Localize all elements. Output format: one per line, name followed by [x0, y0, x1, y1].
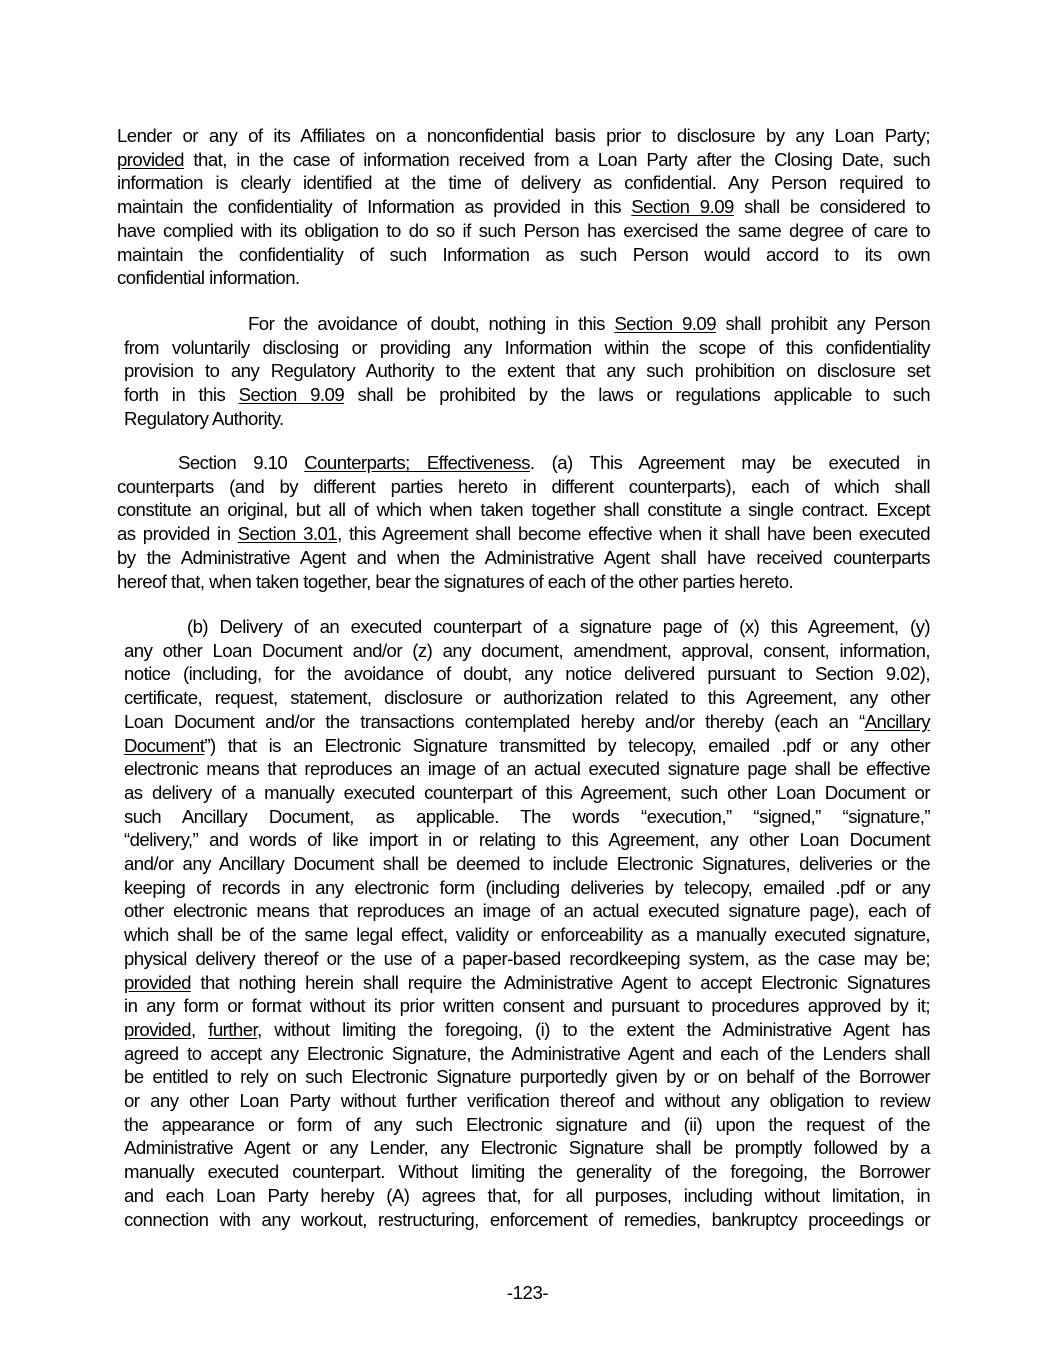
text-run: and each Loan Party hereby (A) agrees that, for all purposes, including without limitation, in — [124, 1184, 930, 1206]
text-line — [124, 1136, 930, 1160]
text-line — [124, 757, 930, 781]
text-run: Section 9.10 — [178, 452, 305, 473]
text-run: such Ancillary Document, as applicable. The words “execution,” “signed,” “signature,” — [124, 805, 930, 827]
text-line — [124, 1018, 930, 1042]
text-line — [124, 336, 930, 360]
text-run: Regulatory Authority. — [124, 407, 284, 429]
text-run: from voluntarily disclosing or providing any Information within the scope of this confidentiality — [124, 336, 930, 358]
text-run: the appearance or form of any such Electronic signature and (ii) upon the request of the — [124, 1113, 930, 1135]
text-line — [117, 124, 930, 148]
text-line — [124, 781, 930, 805]
underlined-term: Ancillary — [864, 710, 930, 732]
text-line — [124, 876, 930, 900]
underlined-term: provided — [124, 971, 191, 993]
text-run: as provided in — [117, 523, 238, 545]
text-line — [124, 686, 930, 710]
text-run: forth in this — [124, 384, 239, 406]
text-line — [124, 805, 930, 829]
text-line — [124, 1089, 930, 1113]
text-run: in any form or format without its prior written consent and pursuant to procedures approved by it; — [124, 995, 930, 1017]
text-line — [124, 1065, 930, 1089]
text-run: and/or any Ancillary Document shall be deemed to include Electronic Signatures, deliveries or the — [124, 853, 930, 874]
text-run: shall prohibit any Person — [716, 313, 931, 334]
text-run: counterparts (and by different parties hereto in different counterparts), each of which shall — [117, 475, 930, 497]
underlined-term: further — [208, 1018, 258, 1040]
text-line — [124, 383, 930, 407]
text-run: (b) Delivery of an executed counterpart of a signature page of (x) this Agreement, (y) — [187, 616, 930, 637]
text-run: Loan Document and/or the transactions contemplated hereby and/or thereby (each an “ — [124, 710, 865, 732]
text-line — [124, 899, 930, 923]
text-run: . (a) This Agreement may be executed in — [529, 452, 931, 473]
text-line — [178, 451, 930, 475]
text-line — [117, 171, 930, 195]
text-line — [124, 407, 930, 431]
underlined-term: Section 9.09 — [631, 196, 734, 218]
text-line — [248, 312, 930, 336]
text-run: For the avoidance of doubt, nothing in this — [248, 313, 615, 334]
text-run: “delivery,” and words of like import in or relating to this Agreement, any other Loan Document — [124, 829, 930, 851]
text-line — [124, 710, 930, 734]
text-line — [124, 971, 930, 995]
text-line — [124, 994, 930, 1018]
underlined-term: provided — [124, 1018, 191, 1040]
text-run: keeping of records in any electronic form (including deliveries by telecopy, emailed .pdf or any — [124, 876, 930, 898]
text-run: which shall be of the same legal effect, validity or enforceability as a manually executed signature, — [124, 924, 930, 946]
text-run: ”) that is an Electronic Signature transmitted by telecopy, emailed .pdf or any other — [204, 734, 930, 756]
text-line — [124, 947, 930, 971]
text-run: or any other Loan Party without further verification thereof and without any obligation to review — [124, 1090, 930, 1111]
text-line — [124, 1160, 930, 1184]
text-line — [117, 148, 930, 172]
text-line — [124, 359, 930, 383]
text-run: as delivery of a manually executed counterpart of this Agreement, such other Loan Document or — [124, 781, 930, 803]
text-run: any other Loan Document and/or (z) any document, amendment, approval, consent, information, — [124, 639, 930, 661]
text-run: that, in the case of information received from a Loan Party after the Closing Date, such — [183, 148, 930, 170]
underlined-term: Section 3.01 — [237, 523, 338, 545]
text-run: notice (including, for the avoidance of doubt, any notice delivered pursuant to Section 9.02), — [124, 663, 930, 685]
text-run: confidential information. — [117, 267, 300, 289]
text-line — [117, 243, 930, 267]
page-number: -123- — [506, 1282, 549, 1303]
text-run: other electronic means that reproduces an image of an actual executed signature page), each of — [124, 900, 930, 922]
text-run: certificate, request, statement, disclosure or authorization related to this Agreement, any other — [124, 687, 930, 709]
text-line — [124, 639, 930, 663]
text-run: have complied with its obligation to do so if such Person has exercised the same degree of care to — [117, 219, 930, 241]
text-line — [117, 498, 930, 522]
text-line — [124, 1208, 930, 1232]
text-line — [117, 546, 930, 570]
text-run: shall be considered to — [733, 196, 930, 218]
text-run: , — [190, 1018, 209, 1040]
text-line — [124, 923, 930, 947]
text-run: manually executed counterpart. Without limiting the generality of the foregoing, the Borrower — [124, 1161, 930, 1183]
text-run: electronic means that reproduces an image of an actual executed signature page shall be effective — [124, 758, 930, 780]
text-line — [117, 570, 930, 594]
text-line — [124, 852, 930, 876]
text-line — [117, 195, 930, 219]
text-run: be entitled to rely on such Electronic Signature purportedly given by or on behalf of the Borrower — [124, 1066, 930, 1088]
text-line — [117, 266, 930, 290]
text-run: agreed to accept any Electronic Signature, the Administrative Agent and each of the Lenders shall — [124, 1042, 930, 1064]
text-run: , this Agreement shall become effective when it shall have been executed — [337, 523, 930, 545]
text-run: , without limiting the foregoing, (i) to the extent the Administrative Agent has — [257, 1018, 930, 1040]
text-line — [124, 1113, 930, 1137]
text-run: constitute an original, but all of which when taken together shall constitute a single contract. Except — [117, 499, 930, 521]
underlined-term: Section 9.09 — [238, 384, 345, 406]
text-line — [117, 219, 930, 243]
text-run: Lender or any of its Affiliates on a nonconfidential basis prior to disclosure by any Loan Party; — [117, 125, 930, 146]
text-run: connection with any workout, restructuring, enforcement of remedies, bankruptcy proceedings or — [124, 1208, 930, 1230]
text-line — [187, 615, 930, 639]
text-run: information is clearly identified at the time of delivery as confidential. Any Person required to — [117, 172, 930, 194]
text-line — [124, 734, 930, 758]
underlined-term: Document — [124, 734, 205, 756]
text-run: physical delivery thereof or the use of a paper-based recordkeeping system, as the case may be; — [124, 947, 930, 969]
text-line — [117, 475, 930, 499]
text-run: shall be prohibited by the laws or regulations applicable to such — [344, 384, 930, 406]
underlined-term: Counterparts; Effectiveness — [304, 452, 530, 473]
text-line — [124, 662, 930, 686]
text-run: provision to any Regulatory Authority to the extent that any such prohibition on disclosure set — [124, 360, 930, 382]
text-line — [124, 1184, 930, 1208]
underlined-term: provided — [117, 148, 184, 170]
text-run: hereof that, when taken together, bear the signatures of each of the other parties hereto. — [117, 570, 794, 592]
text-line — [124, 828, 930, 852]
text-run: Administrative Agent or any Lender, any Electronic Signature shall be promptly followed by a — [124, 1137, 930, 1159]
text-run: maintain the confidentiality of Information as provided in this — [117, 196, 632, 218]
text-run: by the Administrative Agent and when the Administrative Agent shall have received counterparts — [117, 546, 930, 568]
text-run: maintain the confidentiality of such Information as such Person would accord to its own — [117, 243, 930, 265]
text-run: that nothing herein shall require the Administrative Agent to accept Electronic Signatures — [190, 971, 930, 993]
text-line — [124, 1042, 930, 1066]
text-line — [117, 522, 930, 546]
underlined-term: Section 9.09 — [614, 313, 716, 334]
